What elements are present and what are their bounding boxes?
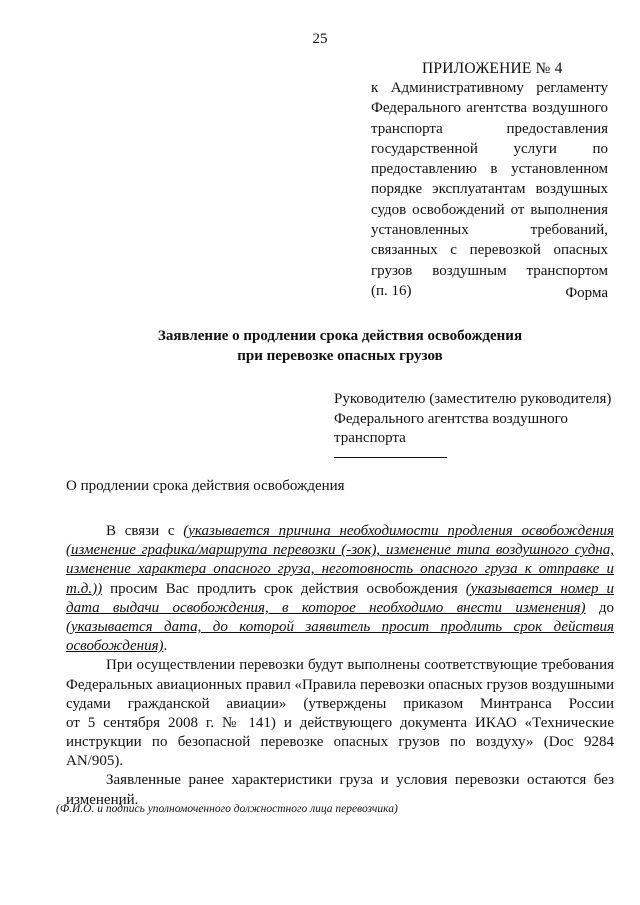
- body-fill-in-text: (указывается дата, до которой заявитель просит продлить срок действия: [66, 618, 614, 635]
- appendix-line: грузов воздушным транспортом: [371, 262, 608, 279]
- body-text: В связи с: [106, 523, 184, 539]
- body-fill-in-text: т.д.)): [66, 580, 103, 597]
- appendix-line: государственной услуги по: [371, 140, 608, 157]
- addressee-line-2: Федерального агентства воздушного: [334, 410, 568, 427]
- body-fill-in-text: (изменение графика/маршрута перевозки (-зок), изменение типа воздушного судна,: [66, 542, 614, 559]
- appendix-line: транспорта предоставления: [371, 120, 608, 137]
- document-title: [60, 326, 620, 366]
- body-line: [66, 618, 614, 637]
- appendix-line: к Административному регламенту: [371, 80, 608, 96]
- addressee-line-3: транспорта: [334, 430, 406, 446]
- body-fill-in-text: (указывается номер и: [465, 580, 614, 597]
- body-fill-in-text: изменение характера опасного груза, неготовность опасного груза к отправке и: [66, 561, 614, 578]
- body-line: AN/905).: [66, 753, 124, 770]
- appendix-line: (п. 16): [371, 282, 412, 299]
- body-line: изменений.: [66, 791, 139, 808]
- body-line: Федеральных авиационных правил «Правила перевозки опасных грузов воздушными: [66, 676, 615, 693]
- body-line: Заявленные ранее характеристики груза и условия перевозки остаются без: [106, 772, 614, 789]
- page-number: 25: [312, 31, 328, 47]
- body-line: [66, 541, 614, 560]
- appendix-description: [371, 78, 608, 301]
- body-line: [66, 522, 614, 541]
- body-line: [66, 637, 614, 656]
- addressee-name-underline: [334, 457, 447, 458]
- body-line: [66, 580, 614, 599]
- appendix-line: связанных с перевозкой опасных: [371, 242, 608, 259]
- body-fill-in-text: (указывается причина необходимости продления освобождения: [183, 523, 614, 539]
- addressee-line-1: Руководителю (заместителю руководителя): [334, 391, 612, 407]
- appendix-line: Федерального агентства воздушного: [371, 100, 608, 117]
- appendix-line: предоставлению в установленном: [371, 161, 608, 178]
- document-title-line-1: Заявление о продлении срока действия освобождения: [157, 328, 523, 344]
- body-text: просим Вас продлить срок действия освобождения: [102, 580, 466, 597]
- body-line: [66, 599, 614, 618]
- body-line: судами гражданской авиации» (утверждены приказом Минтранса России: [66, 695, 614, 712]
- body-text: до: [585, 599, 614, 616]
- addressee-block: [334, 390, 611, 449]
- appendix-title: ПРИЛОЖЕНИЕ № 4: [422, 60, 563, 77]
- body-fill-in-text: освобождения): [66, 638, 164, 655]
- signature-caption: (Ф.И.О. и подпись уполномоченного должностного лица перевозчика): [56, 803, 398, 815]
- document-title-line-2: при перевозке опасных грузов: [237, 348, 443, 364]
- document-body: [66, 522, 614, 810]
- appendix-line: установленных требований,: [371, 222, 608, 239]
- body-line: При осуществлении перевозки будут выполнены соответствующие требования: [106, 657, 614, 674]
- body-line: [66, 560, 614, 579]
- appendix-line: порядке эксплуатантам воздушных: [371, 181, 608, 198]
- body-line: от 5 сентября 2008 г. № 141) и действующего документа ИКАО «Технические: [66, 714, 614, 731]
- body-fill-in-text: дата выдачи освобождения, в которое необходимо внести изменения): [66, 599, 586, 616]
- body-text: .: [163, 638, 168, 655]
- subject-line: О продлении срока действия освобождения: [66, 478, 345, 494]
- body-line: инструкции по безопасной перевозке опасных грузов по воздуху» (Doc 9284: [66, 734, 614, 751]
- form-label: Форма: [565, 285, 608, 301]
- appendix-line: судов освобождений от выполнения: [371, 201, 608, 218]
